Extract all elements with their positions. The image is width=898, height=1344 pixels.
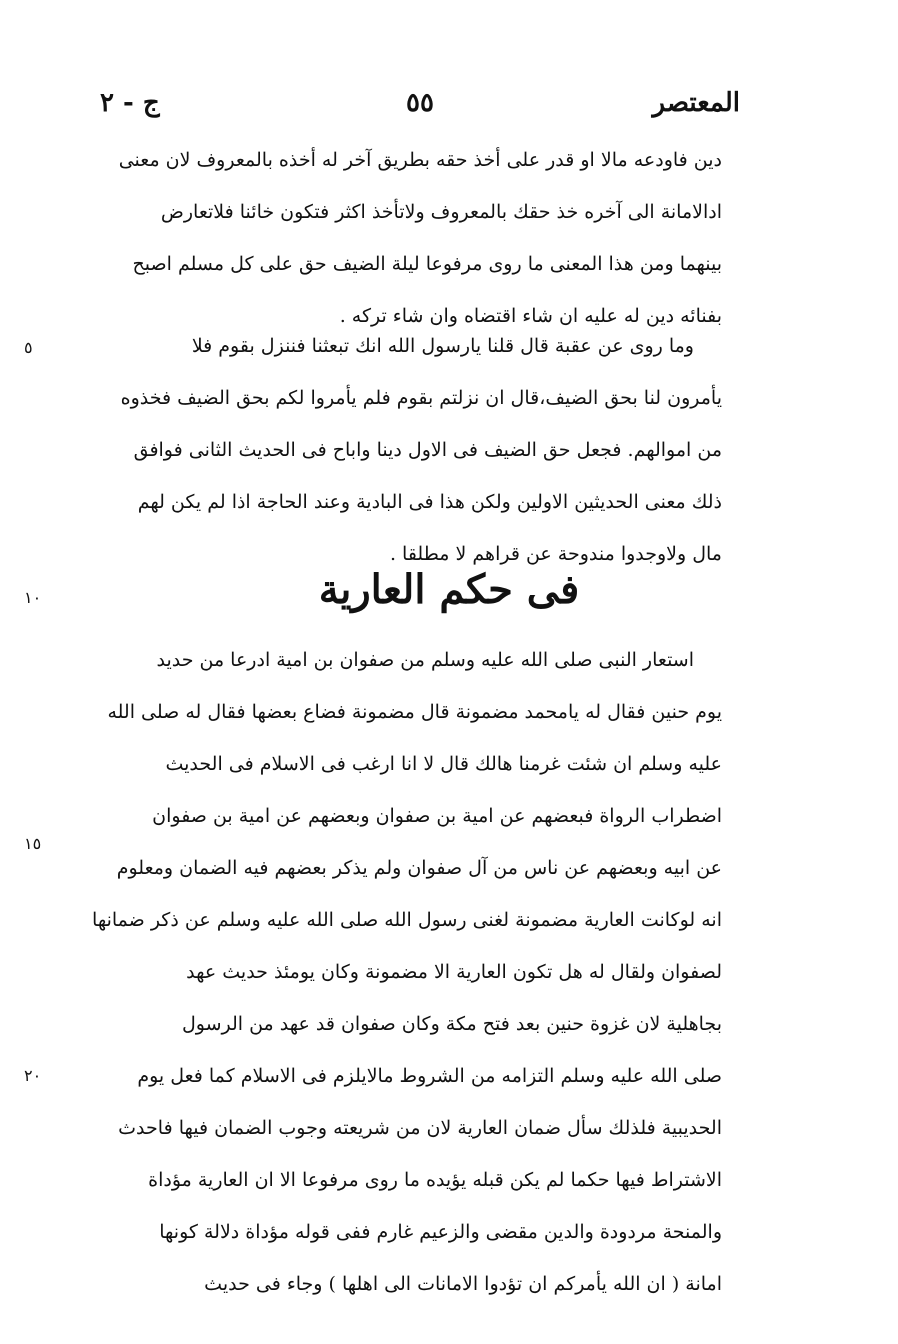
- text-line: بينهما ومن هذا المعنى ما روى مرفوعا ليلة الضيف حق على كل مسلم اصبح: [132, 253, 722, 275]
- text-line: يوم حنين فقال له يامحمد مضمونة قال مضمونة فضاع بعضها فقال له صلى الله: [107, 701, 722, 723]
- section-heading: فى حكم العارية: [318, 566, 580, 613]
- text-line: من اموالهم. فجعل حق الضيف فى الاول دينا واباح فى الحديث الثانى فوافق: [133, 439, 722, 461]
- text-line: ادالامانة الى آخره خذ حقك بالمعروف ولاتأخذ اكثر فتكون خائنا فلاتعارض: [160, 201, 722, 223]
- text-line: امانة ( ان الله يأمركم ان تؤدوا الامانات الى اهلها ) وجاء فى حديث: [204, 1273, 722, 1295]
- margin-line-number-15: ١٥: [24, 834, 42, 853]
- paragraph-3: [74, 634, 722, 1310]
- text-line: ذلك معنى الحديثين الاولين ولكن هذا فى البادية وعند الحاجة اذا لم يكن لهم: [137, 491, 722, 513]
- margin-line-number-5: ٥: [24, 338, 33, 357]
- text-line: اضطراب الرواة فبعضهم عن امية بن صفوان وبعضهم عن امية بن صفوان: [152, 805, 722, 827]
- text-line: مال ولاوجدوا مندوحة عن قراهم لا مطلقا .: [389, 543, 722, 565]
- text-line: انه لوكانت العارية مضمونة لغنى رسول الله صلى الله عليه وسلم عن ذكر ضمانها: [92, 909, 722, 931]
- margin-line-number-20: ٢٠: [24, 1066, 42, 1085]
- page-header: [100, 88, 740, 128]
- volume-label: ج - ٢: [100, 88, 160, 118]
- text-line: يأمرون لنا بحق الضيف،قال ان نزلتم بقوم فلم يأمروا لكم بحق الضيف فخذوه: [120, 387, 722, 409]
- paragraph-2: [74, 320, 722, 580]
- text-line: الحديبية فلذلك سأل ضمان العارية لان من شريعته وجوب الضمان فيها فاحدث: [118, 1117, 722, 1139]
- page-number: ٥٥: [406, 88, 434, 118]
- text-line: بفنائه دين له عليه ان شاء اقتضاه وان شاء تركه .: [339, 305, 722, 327]
- text-line: استعار النبى صلى الله عليه وسلم من صفوان بن امية ادرعا من حديد: [156, 649, 694, 671]
- text-line: لصفوان ولقال له هل تكون العارية الا مضمونة وكان يومئذ حديث عهد: [186, 961, 722, 983]
- margin-line-number-10: ١٠: [24, 588, 42, 607]
- text-line: وما روى عن عقبة قال قلنا يارسول الله انك تبعثنا فننزل بقوم فلا: [191, 335, 694, 357]
- book-title: المعتصر: [652, 88, 740, 118]
- text-line: عليه وسلم ان شئت غرمنا هالك قال لا انا ارغب فى الاسلام فى الحديث: [165, 753, 722, 775]
- text-line: عن ابيه وبعضهم عن ناس من آل صفوان ولم يذكر بعضهم فيه الضمان ومعلوم: [116, 857, 722, 879]
- text-line: بجاهلية لان غزوة حنين بعد فتح مكة وكان صفوان قد عهد من الرسول: [181, 1013, 722, 1035]
- text-line: دين فاودعه مالا او قدر على أخذ حقه بطريق آخر له أخذه بالمعروف لان معنى: [118, 149, 722, 171]
- text-line: صلى الله عليه وسلم التزامه من الشروط مالايلزم فى الاسلام كما فعل يوم: [137, 1065, 722, 1087]
- paragraph-1: [74, 134, 722, 342]
- text-line: الاشتراط فيها حكما لم يكن قبله يؤيده ما روى مرفوعا الا ان العارية مؤداة: [148, 1169, 722, 1191]
- text-line: والمنحة مردودة والدين مقضى والزعيم غارم ففى قوله مؤداة دلالة كونها: [159, 1221, 722, 1243]
